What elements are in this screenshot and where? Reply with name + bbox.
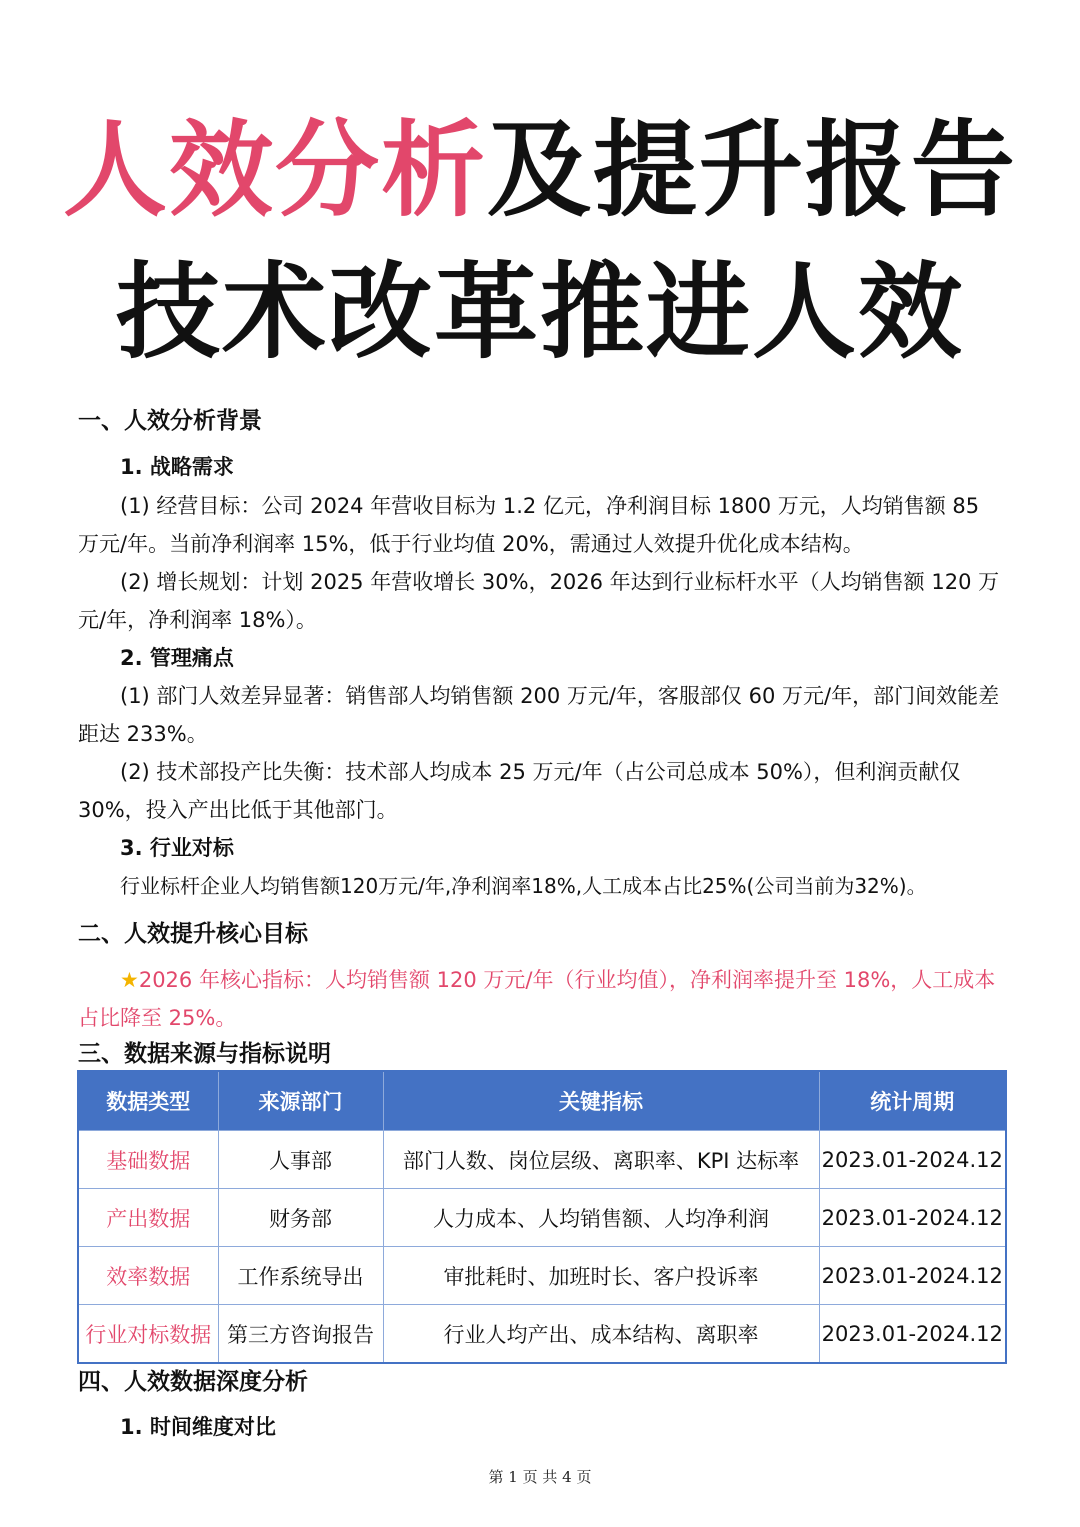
title-line-1 bbox=[0, 110, 1080, 230]
paragraph-growth-plan: (2) 增长规划：计划 2025 年营收增长 30%，2026 年达到行业标杆水平（人均销售额 120 万元/年，净利润率 18%）。 bbox=[78, 570, 1000, 632]
table-cell: 审批耗时、加班时长、客户投诉率 bbox=[383, 1247, 819, 1305]
column-header: 数据类型 bbox=[78, 1071, 218, 1131]
table-cell: 工作系统导出 bbox=[218, 1247, 383, 1305]
section-heading-2: 二、人效提升核心目标 bbox=[78, 921, 308, 947]
subheading-time-compare: 1. 时间维度对比 bbox=[120, 1415, 276, 1439]
table-cell: 2023.01-2024.12 bbox=[819, 1247, 1006, 1305]
section-heading-4: 四、人效数据深度分析 bbox=[78, 1369, 308, 1395]
table-cell: 行业人均产出、成本结构、离职率 bbox=[383, 1305, 819, 1364]
table-row bbox=[78, 1131, 1006, 1189]
paragraph-tech-dept: (2) 技术部投产比失衡：技术部人均成本 25 万元/年（占公司总成本 50%），但利润贡献仅 30%，投入产出比低于其他部门。 bbox=[78, 760, 961, 822]
table-cell: 基础数据 bbox=[78, 1131, 218, 1189]
table-row bbox=[78, 1305, 1006, 1364]
subheading-pain-points: 2. 管理痛点 bbox=[120, 646, 234, 670]
table-row bbox=[78, 1247, 1006, 1305]
table-cell: 2023.01-2024.12 bbox=[819, 1189, 1006, 1247]
paragraph-core-target bbox=[78, 961, 1004, 1037]
column-header: 统计周期 bbox=[819, 1071, 1006, 1131]
table-header-row bbox=[78, 1071, 1006, 1131]
table-cell: 财务部 bbox=[218, 1189, 383, 1247]
title-rest: 及提升报告 bbox=[487, 109, 1018, 231]
table-cell: 产出数据 bbox=[78, 1189, 218, 1247]
table-cell: 效率数据 bbox=[78, 1247, 218, 1305]
table-cell: 第三方咨询报告 bbox=[218, 1305, 383, 1364]
title-line-2: 技术改革推进人效 bbox=[115, 251, 964, 373]
paragraph-benchmark: 行业标杆企业人均销售额120万元/年,净利润率18%,人工成本占比25%(公司当前为32%)。 bbox=[120, 874, 927, 898]
core-target-text: 2026 年核心指标：人均销售额 120 万元/年（行业均值），净利润率提升至 18%，人工成本占比降至 25%。 bbox=[78, 968, 996, 1030]
table-cell: 2023.01-2024.12 bbox=[819, 1131, 1006, 1189]
table-cell: 2023.01-2024.12 bbox=[819, 1305, 1006, 1364]
star-icon: ★ bbox=[120, 968, 139, 992]
table-cell: 人力成本、人均销售额、人均净利润 bbox=[383, 1189, 819, 1247]
table-cell: 部门人数、岗位层级、离职率、KPI 达标率 bbox=[383, 1131, 819, 1189]
subheading-strategy: 1. 战略需求 bbox=[120, 455, 234, 479]
section-heading-1: 一、人效分析背景 bbox=[78, 408, 262, 434]
column-header: 关键指标 bbox=[383, 1071, 819, 1131]
section-heading-3: 三、数据来源与指标说明 bbox=[78, 1041, 331, 1067]
table-cell: 行业对标数据 bbox=[78, 1305, 218, 1364]
table-row bbox=[78, 1189, 1006, 1247]
paragraph-business-goal: (1) 经营目标：公司 2024 年营收目标为 1.2 亿元，净利润目标 1800 万元，人均销售额 85 万元/年。当前净利润率 15%，低于行业均值 20%，需通过人效提升优化成本结构。 bbox=[78, 494, 980, 556]
subheading-benchmark: 3. 行业对标 bbox=[120, 836, 234, 860]
page-footer: 第 1 页 共 4 页 bbox=[488, 1468, 592, 1486]
column-header: 来源部门 bbox=[218, 1071, 383, 1131]
title-highlight: 人效分析 bbox=[62, 109, 487, 231]
data-source-table bbox=[77, 1070, 1007, 1364]
paragraph-dept-diff: (1) 部门人效差异显著：销售部人均销售额 200 万元/年，客服部仅 60 万元/年，部门间效能差距达 233%。 bbox=[78, 684, 1000, 746]
table-cell: 人事部 bbox=[218, 1131, 383, 1189]
